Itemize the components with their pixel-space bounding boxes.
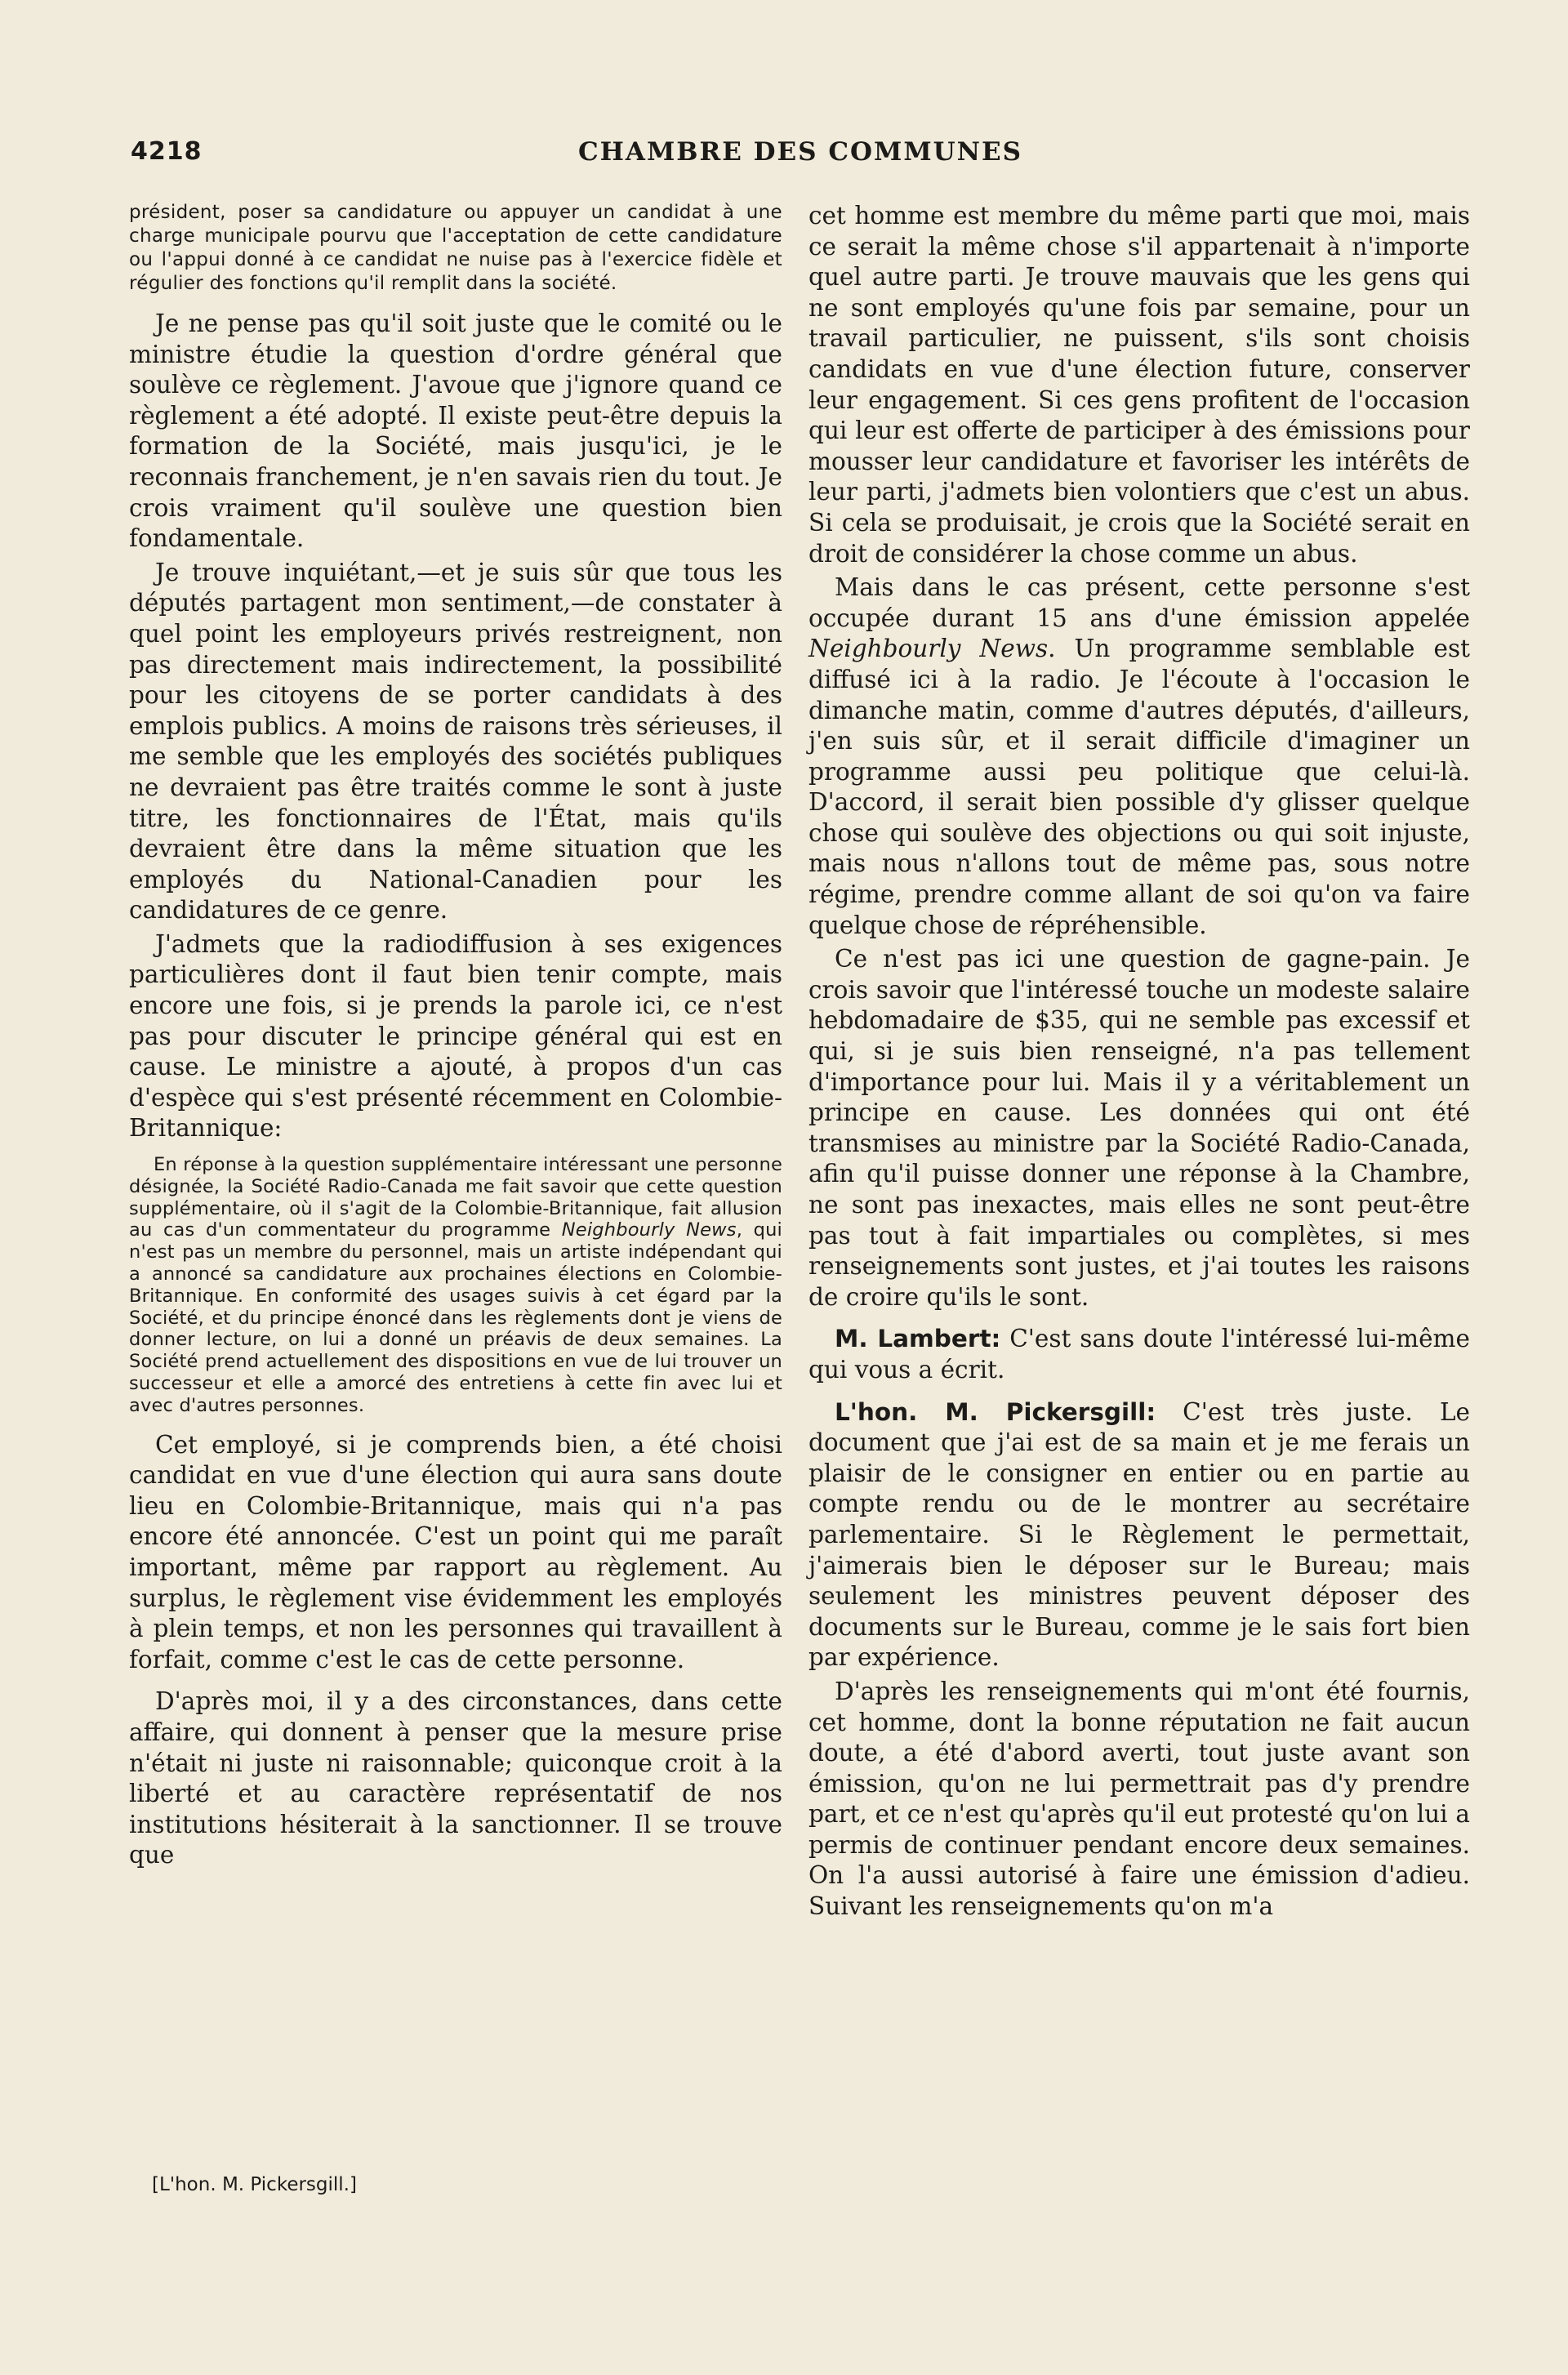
paragraph: [808, 573, 1470, 941]
page-number: 4218: [131, 137, 203, 166]
paragraph: Je trouve inquiétant,—et je suis sûr que tous les députés partagent mon sentiment,—de constater à quel point les employeurs privés restreignent, non pas directement mais indirectement, la possibilité pour les citoyens de se porter candidats à des emplois publics. A moins de raisons très sérieuses, il me semble que les employés des sociétés publiques ne devraient pas être traités comme le sont à juste titre, les fonctionnaires de l'État, mais qu'ils devraient être dans la même situation que les employés du National-Canadien pour les candidatures de ce genre.: [129, 558, 782, 925]
speech-pickersgill: [808, 1397, 1470, 1673]
right-column: [808, 201, 1470, 1926]
speech-lambert: [808, 1324, 1470, 1385]
quoted-passage: [129, 1154, 782, 1417]
page-title: CHAMBRE DES COMMUNES: [577, 137, 1023, 167]
speaker-name: L'hon. M. Pickersgill:: [835, 1397, 1156, 1426]
quote-text: , qui n'est pas un membre du personnel, mais un artiste indépendant qui a annoncé sa candidature aux prochaines élections en Colombie-Britannique. En conformité des usages suivis à cet égard par la Société, et du principe énoncé dans les règlements dont je viens de donner lecture, on lui a donné un préavis de deux semaines. La Société prend actuellement des dispositions en vue de lui trouver un successeur et elle a amorcé des entretiens à cette fin avec lui et avec d'autres personnes.: [129, 1219, 782, 1416]
paragraph: D'après moi, il y a des circonstances, dans cette affaire, qui donnent à penser que la mesure prise n'était ni juste ni raisonnable; quiconque croit à la liberté et au caractère représentatif de nos institutions hésiterait à la sanctionner. Il se trouve que: [129, 1687, 782, 1869]
speech-text: C'est sans doute l'intéressé lui-même qui vous a écrit.: [808, 1325, 1470, 1384]
left-column: [129, 201, 782, 1874]
paragraph: Cet employé, si je comprends bien, a été choisi candidat en vue d'une élection qui aura sans doute lieu en Colombie-Britannique, mais qui n'a pas encore été annoncée. C'est un point qui me paraît important, même par rapport au règlement. Au surplus, le règlement vise évidemment les employés à plein temps, et non les personnes qui travaillent à forfait, comme c'est le cas de cette personne.: [129, 1430, 782, 1673]
speech-text: C'est très juste. Le document que j'ai est de sa main et je me ferais un plaisir de le consigner en entier ou en partie au compte rendu ou de le montrer au secrétaire parlementaire. Si le Règlement le permettait, j'aimerais bien le déposer sur le Bureau; mais seulement les ministres peuvent déposer des documents sur le Bureau, comme je le sais fort bien par expérience.: [808, 1397, 1470, 1672]
speaker-name: M. Lambert:: [835, 1325, 1001, 1353]
paragraph: Je ne pense pas qu'il soit juste que le comité ou le ministre étudie la question d'ordre général que soulève ce règlement. J'avoue que j'ignore quand ce règlement a été adopté. Il existe peut-être depuis la formation de la Société, mais jusqu'ici, je le reconnais franchement, je n'en savais rien du tout. Je crois vraiment qu'il soulève une question bien fondamentale.: [129, 310, 783, 553]
paragraph: D'après les renseignements qui m'ont été fournis, cet homme, dont la bonne réputation ne fait aucun doute, a été d'abord averti, tout juste avant son émission, qu'on ne lui permettrait pas d'y prendre part, et ce n'est qu'après qu'il eut protesté qu'on lui a permis de continuer pendant encore deux semaines. On l'a aussi autorisé à faire une émission d'adieu. Suivant les renseignements qu'on m'a: [808, 1677, 1470, 1921]
speaker-footer: [L'hon. M. Pickersgill.]: [152, 2174, 357, 2195]
program-title: Neighbourly News: [561, 1219, 737, 1241]
quote-text: En réponse à la question supplémentaire intéressant une personne désignée, la Société Radio-Canada me fait savoir que cette question supplémentaire, où il s'agit de la Colombie-Britannique, fait allusion au cas d'un commentateur du programme: [129, 1154, 782, 1241]
paragraph: J'admets que la radiodiffusion à ses exigences particulières dont il faut bien tenir compte, mais encore une fois, si je prends la parole ici, ce n'est pas pour discuter le principe général qui est en cause. Le ministre a ajouté, à propos d'un cas d'espèce qui s'est présenté récemment en Colombie-Britannique:: [129, 929, 782, 1143]
paragraph: cet homme est membre du même parti que moi, mais ce serait la même chose s'il appartenait à n'importe quel autre parti. Je trouve mauvais que les gens qui ne sont employés qu'une fois par semaine, pour un travail particulier, ne puissent, s'ils sont choisis candidats en vue d'une élection future, conserver leur engagement. Si ces gens profitent de l'occasion qui leur est offerte de participer à des émissions pour mousser leur candidature et favoriser les intérêts de leur parti, j'admets bien volontiers que c'est un abus. Si cela se produisait, je crois que la Société serait en droit de considérer la chose comme un abus.: [808, 202, 1470, 568]
paragraph: Ce n'est pas ici une question de gagne-pain. Je crois savoir que l'intéressé touche un modeste salaire hebdomadaire de $35, qui ne semble pas excessif et qui, si je suis bien renseigné, n'a pas tellement d'importance pour lui. Mais il y a véritablement un principe en cause. Les données qui ont été transmises au ministre par la Société Radio-Canada, afin qu'il puisse donner une réponse à la Chambre, ne sont pas inexactes, mais elles ne sont peut-être pas tout à fait impartiales ou complètes, si mes renseignements sont justes, et j'ai toutes les raisons de croire qu'ils le sont.: [808, 945, 1470, 1311]
paragraph-text: Mais dans le cas présent, cette personne s'est occupée durant 15 ans d'une émission appelée: [808, 573, 1470, 632]
page-header: [131, 137, 1470, 173]
paragraph-text: . Un programme semblable est diffusé ici à la radio. Je l'écoute à l'occasion le dimanche matin, comme d'autres députés, d'ailleurs, j'en suis sûr, et il serait difficile d'imaginer un programme aussi peu politique que celui-là. D'accord, il serait bien possible d'y glisser quelque chose qui soulève des objections ou qui soit injuste, mais nous n'allons tout de même pas, sous notre régime, prendre comme allant de soi qu'on va faire quelque chose de répréhensible.: [808, 635, 1470, 939]
program-title: Neighbourly News: [808, 635, 1049, 663]
paragraph: président, poser sa candidature ou appuyer un candidat à une charge municipale pourvu que l'acceptation de cette candidature ou l'appui donné à ce candidat ne nuise pas à l'exercice fidèle et régulier des fonctions qu'il remplit dans la société.: [129, 202, 782, 294]
